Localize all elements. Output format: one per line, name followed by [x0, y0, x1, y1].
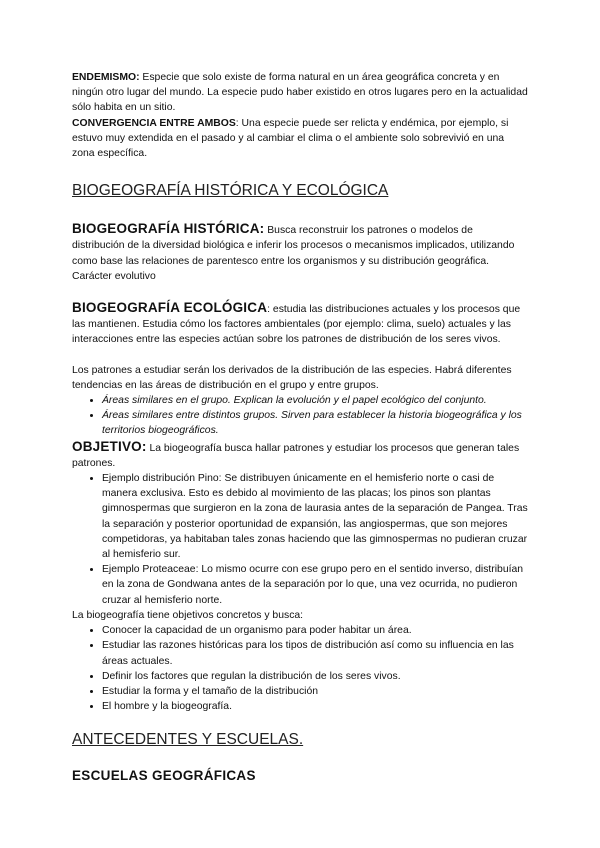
endemismo-text: Especie que solo existe de forma natural en un área geográfica concreta y en ningún otro lugar del mundo. La especie pudo haber existido en otros lugares pero en la actualidad sólo habita en un sitio. [72, 72, 528, 114]
endemismo-label: ENDEMISMO: [72, 72, 140, 83]
objetivo-heading: OBJETIVO: [72, 438, 147, 454]
objetivo-list [72, 471, 528, 608]
convergencia-paragraph [72, 116, 528, 162]
ecologica-paragraph [72, 300, 528, 348]
objetivos-concretos-intro: La biogeografía tiene objetivos concretos y busca: [72, 609, 304, 621]
historica-heading: BIOGEOGRAFÍA HISTÓRICA: [72, 221, 265, 237]
section-title-biogeografia: BIOGEOGRAFÍA HISTÓRICA Y ECOLÓGICA [72, 182, 389, 200]
list-item: • Estudiar las razones históricas para los tipos de distribución así como su influencia en las áreas actuales. [102, 638, 528, 668]
list-item: • Estudiar la forma y el tamaño de la distribución [102, 684, 528, 699]
ecologica-heading: BIOGEOGRAFÍA ECOLÓGICA [72, 300, 268, 316]
ecologica-text: : estudia las distribuciones actuales y los procesos que las mantienen. Estudia cómo los factores ambientales (por ejemplo: clima, suelo) actuales y las interacciones entre las especies actúan sobre los patrones de distribución de los seres vivos. [72, 304, 521, 346]
patrones-intro: Los patrones a estudiar serán los derivados de la distribución de las especies. Habrá diferentes tendencias en las áreas de distribución en el grupo y entre grupos. [72, 364, 512, 391]
objetivo-text: La biogeografía busca hallar patrones y estudiar los procesos que generan tales patrones. [72, 442, 520, 469]
historica-paragraph [72, 221, 528, 284]
patrones-list [72, 393, 528, 439]
document-page [72, 70, 528, 784]
list-item: • Conocer la capacidad de un organismo para poder habitar un área. [102, 623, 528, 638]
list-item: • Áreas similares entre distintos grupos. Sirven para establecer la historia biogeográfica y los territorios biogeográficos. [102, 408, 528, 438]
list-item: • El hombre y la biogeografía. [102, 699, 528, 714]
list-item: • Ejemplo distribución Pino: Se distribuyen únicamente en el hemisferio norte o casi de manera exclusiva. Esto es debido al movimiento de las placas; los pinos son plantas gimnospermas que surgieron en la zona de laurasia antes de la separación de Pangea. Tras la separación y posterior oportunidad de expansión, las angiospermas, que son mejores competidoras, ya habitaban tales zonas haciendo que las gimnospermas no pudieran cruzar al hemisferio sur. [102, 471, 528, 562]
convergencia-text: : Una especie puede ser relicta y endémica, por ejemplo, si estuvo muy extendida en el pasado y al cambiar el clima o el ambiente solo sobrevivió en una zona específica. [72, 117, 509, 160]
objetivos-concretos-list [72, 623, 528, 714]
list-item: • Definir los factores que regulan la distribución de los seres vivos. [102, 669, 528, 684]
objetivo-paragraph [72, 439, 528, 471]
endemismo-paragraph [72, 70, 528, 116]
list-item: • Áreas similares en el grupo. Explican la evolución y el papel ecológico del conjunto. [102, 393, 528, 408]
section-title-antecedentes: ANTECEDENTES Y ESCUELAS. [72, 731, 304, 749]
convergencia-label: CONVERGENCIA ENTRE AMBOS [72, 117, 236, 129]
escuelas-heading: ESCUELAS GEOGRÁFICAS [72, 768, 256, 784]
list-item: • Ejemplo Proteaceae: Lo mismo ocurre con ese grupo pero en el sentido inverso, distribuían en la zona de Gondwana antes de la separación por lo que, una vez ocurrida, no pudieron cruzar al hemisferio norte. [102, 562, 528, 608]
historica-text: Busca reconstruir los patrones o modelos de distribución de la diversidad biológica e inferir los procesos o mecanismos implicados, utilizando como base las relaciones de parentesco entre los organismos y su distribución geográfica. Carácter evolutivo [72, 225, 515, 282]
